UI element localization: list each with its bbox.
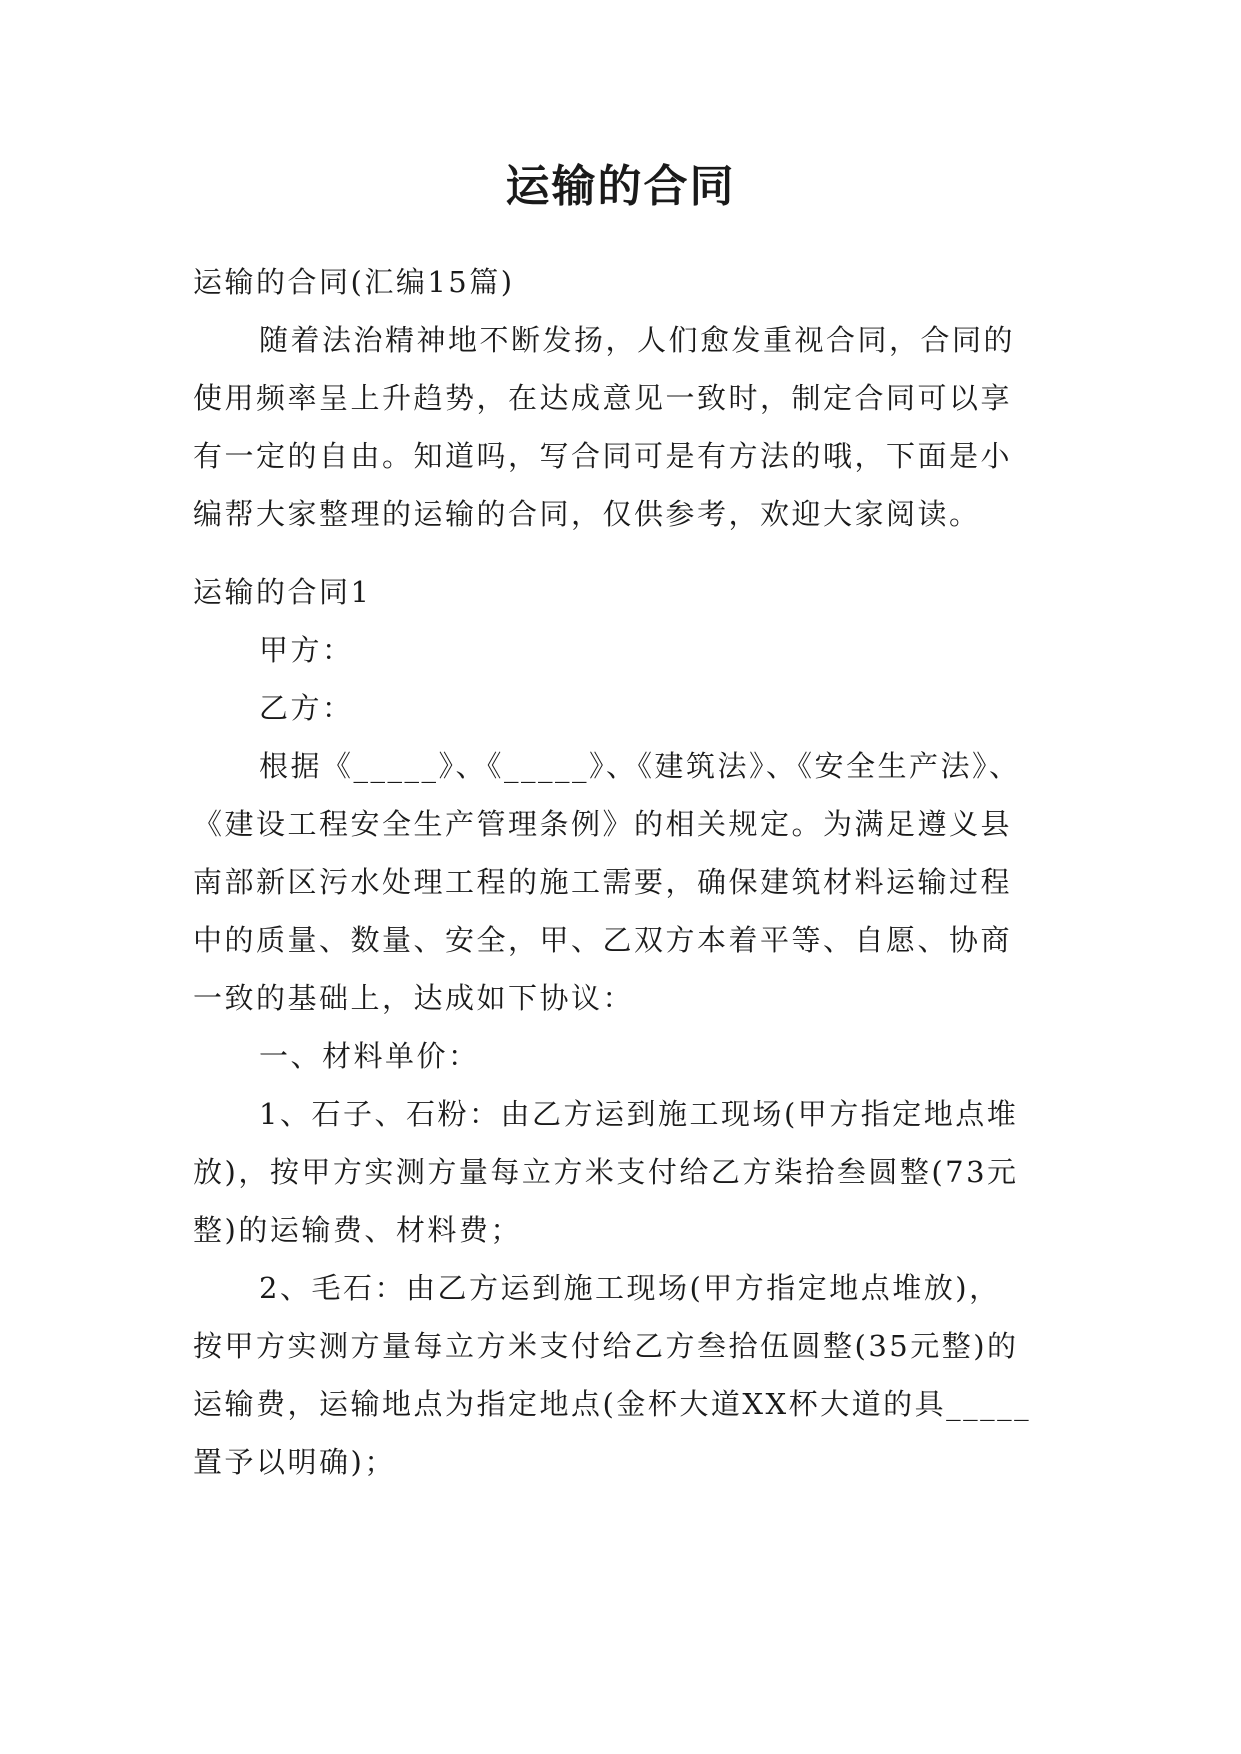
clause-heading: 一、材料单价：: [259, 1039, 480, 1073]
party-b-label: 乙方：: [259, 691, 354, 725]
item2-line: 2、毛石：由乙方运到施工现场(甲方指定地点堆放)，: [259, 1271, 1001, 1305]
item1-line: 1、石子、石粉：由乙方运到施工现场(甲方指定地点堆: [259, 1097, 1019, 1131]
section-heading: 运输的合同1: [193, 575, 372, 609]
basis-line: 根据《_____》、《_____》、《建筑法》、《安全生产法》、: [259, 749, 1021, 783]
intro-line: 编帮大家整理的运输的合同，仅供参考，欢迎大家阅读。: [193, 497, 981, 531]
party-a-label: 甲方：: [259, 633, 354, 667]
basis-line: 《建设工程安全生产管理条例》的相关规定。为满足遵义县: [193, 807, 1013, 841]
basis-line: 一致的基础上，达成如下协议：: [193, 981, 635, 1015]
item1-line: 放)，按甲方实测方量每立方米支付给乙方柒拾叁圆整(73元: [193, 1155, 1019, 1189]
intro-line: 使用频率呈上升趋势，在达成意见一致时，制定合同可以享: [193, 381, 1013, 415]
contract-section-1: [193, 563, 1053, 1491]
document-title: 运输的合同: [505, 161, 736, 212]
item2-line: 按甲方实测方量每立方米支付给乙方叁拾伍圆整(35元整)的: [193, 1329, 1019, 1363]
basis-line: 南部新区污水处理工程的施工需要，确保建筑材料运输过程: [193, 865, 1013, 899]
intro-line: 有一定的自由。知道吗，写合同可是有方法的哦，下面是小: [193, 439, 1013, 473]
intro-line: 随着法治精神地不断发扬，人们愈发重视合同，合同的: [259, 323, 1016, 357]
document-body: [193, 253, 1053, 543]
subtitle: 运输的合同(汇编15篇): [193, 265, 515, 299]
basis-line: 中的质量、数量、安全，甲、乙双方本着平等、自愿、协商: [193, 923, 1013, 957]
item2-line: 置予以明确)；: [193, 1445, 396, 1479]
item2-line: 运输费，运输地点为指定地点(金杯大道XX杯大道的具_____: [193, 1387, 1032, 1421]
item1-line: 整)的运输费、材料费；: [193, 1213, 522, 1247]
